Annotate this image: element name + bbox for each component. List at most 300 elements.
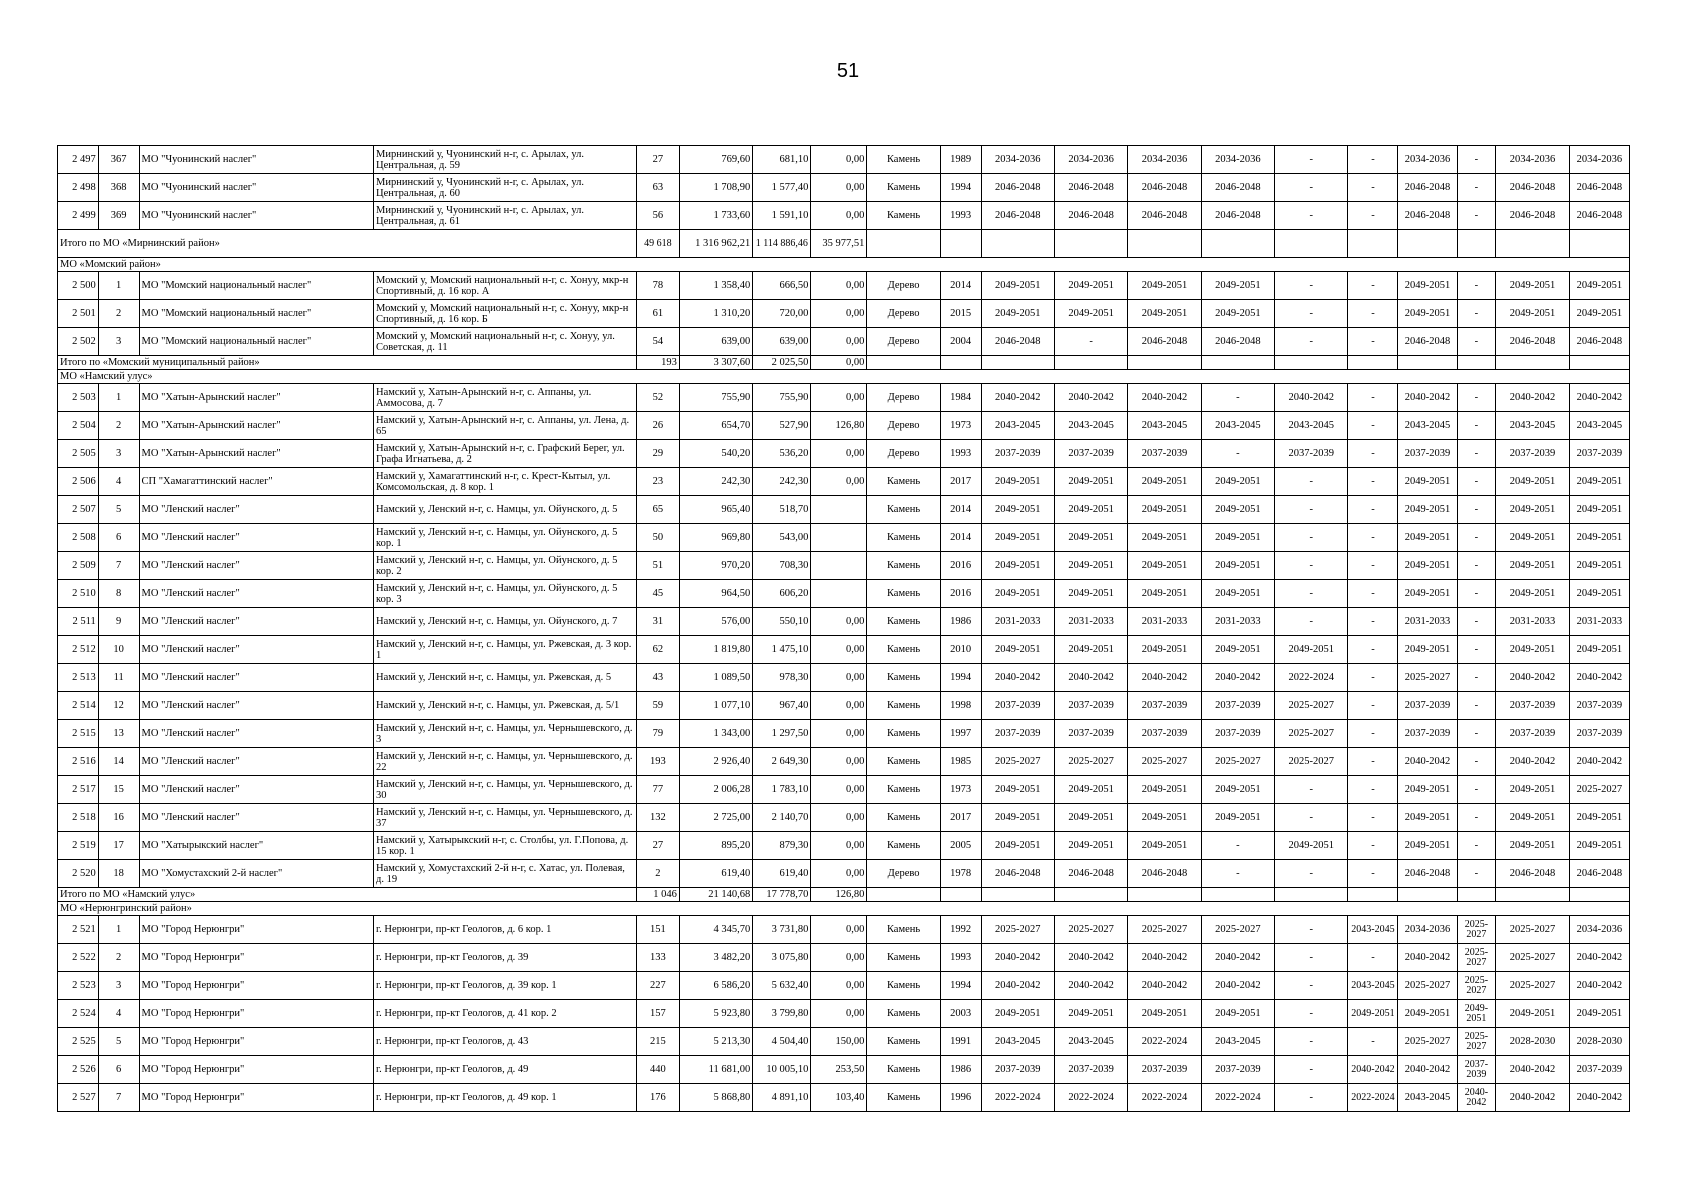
year-built-cell: 2017 <box>940 804 981 832</box>
table-row <box>58 944 1630 972</box>
repair-period-cell: 2049-2051 <box>981 776 1054 804</box>
repair-period-cell: 2034-2036 <box>981 146 1054 174</box>
residential-area-cell: 527,90 <box>753 412 811 440</box>
total-area-cell: 1 310,20 <box>679 300 752 328</box>
repair-period-cell: 2025-2027 <box>981 748 1054 776</box>
repair-period-cell: 2049-2051 <box>1569 496 1629 524</box>
repair-period-cell: - <box>1348 608 1398 636</box>
repair-period-cell: 2040-2042 <box>1496 1056 1569 1084</box>
total-row <box>58 356 1630 370</box>
residential-area-cell: 10 005,10 <box>753 1056 811 1084</box>
row-index: 367 <box>98 146 139 174</box>
repair-period-cell: 2049-2051 <box>1496 1000 1569 1028</box>
repair-period-cell: 2034-2036 <box>1054 146 1127 174</box>
total-nonresidential-sum: 0,00 <box>811 356 867 370</box>
repair-period-cell: - <box>1348 174 1398 202</box>
repair-period-cell: 2046-2048 <box>1569 174 1629 202</box>
address-cell: Намский у, Хатын-Арынский н-г, с. Графский Берег, ул. Графа Игнатьева, д. 2 <box>374 440 637 468</box>
total-area-cell: 619,40 <box>679 860 752 888</box>
repair-period-cell: 2049-2051 <box>1398 776 1457 804</box>
wall-material-cell: Камень <box>867 1084 940 1112</box>
repair-period-cell: 2031-2033 <box>1054 608 1127 636</box>
address-cell: Намский у, Хатырыкский н-г, с. Столбы, ул. Г.Попова, д. 15 кор. 1 <box>374 832 637 860</box>
repair-period-cell: - <box>1348 748 1398 776</box>
repair-period-cell: 2049-2051 <box>981 636 1054 664</box>
year-built-cell: 2014 <box>940 524 981 552</box>
repair-period-cell: 2022-2024 <box>1201 1084 1274 1112</box>
repair-period-cell: 2049-2051 <box>1128 552 1201 580</box>
residential-area-cell: 1 783,10 <box>753 776 811 804</box>
repair-period-cell: 2049-2051 <box>1496 300 1569 328</box>
row-number: 2 519 <box>58 832 99 860</box>
repair-period-cell: - <box>1457 720 1496 748</box>
repair-period-cell: - <box>1348 146 1398 174</box>
row-number: 2 516 <box>58 748 99 776</box>
repair-period-cell: 2037-2039 <box>1496 440 1569 468</box>
residents-cell: 77 <box>637 776 680 804</box>
wall-material-cell: Камень <box>867 580 940 608</box>
empty-cell <box>1348 230 1398 258</box>
total-area-cell: 1 077,10 <box>679 692 752 720</box>
repair-period-cell: 2043-2045 <box>1201 412 1274 440</box>
total-area-cell: 6 586,20 <box>679 972 752 1000</box>
table-row <box>58 916 1630 944</box>
repair-period-cell: 2049-2051 <box>1275 636 1348 664</box>
repair-period-cell: 2049-2051 <box>1398 468 1457 496</box>
address-cell: Намский у, Ленский н-г, с. Намцы, ул. Чернышевского, д. 3 <box>374 720 637 748</box>
address-cell: Намский у, Ленский н-г, с. Намцы, ул. Чернышевского, д. 30 <box>374 776 637 804</box>
residential-area-cell: 3 075,80 <box>753 944 811 972</box>
total-label: Итого по МО «Мирнинский район» <box>58 230 637 258</box>
repair-period-cell: 2037-2039 <box>1128 440 1201 468</box>
empty-cell <box>981 230 1054 258</box>
municipality-cell: МО "Ленский наслег" <box>139 552 373 580</box>
section-header-row <box>58 370 1630 384</box>
repair-period-cell: 2043-2045 <box>1569 412 1629 440</box>
repair-period-cell: 2049-2051 <box>1054 468 1127 496</box>
empty-cell <box>1457 230 1496 258</box>
address-cell: Намский у, Ленский н-г, с. Намцы, ул. Ойунского, д. 5 кор. 2 <box>374 552 637 580</box>
nonresidential-area-cell: 0,00 <box>811 174 867 202</box>
repair-period-cell: - <box>1457 524 1496 552</box>
year-built-cell: 1984 <box>940 384 981 412</box>
row-index: 5 <box>98 1028 139 1056</box>
empty-cell <box>1275 230 1348 258</box>
repair-period-cell: 2037-2039 <box>1569 720 1629 748</box>
repair-period-cell: 2037-2039 <box>1457 1056 1496 1084</box>
repair-period-cell: - <box>1201 860 1274 888</box>
total-area-cell: 5 868,80 <box>679 1084 752 1112</box>
section-header-row <box>58 258 1630 272</box>
repair-period-cell: 2049-2051 <box>1054 636 1127 664</box>
repair-period-cell: 2049-2051 <box>1398 552 1457 580</box>
address-cell: г. Нерюнгри, пр-кт Геологов, д. 39 кор. 1 <box>374 972 637 1000</box>
total-area-cell: 11 681,00 <box>679 1056 752 1084</box>
repair-period-cell: 2049-2051 <box>1201 496 1274 524</box>
address-cell: Намский у, Ленский н-г, с. Намцы, ул. Ржевская, д. 5 <box>374 664 637 692</box>
repair-period-cell: - <box>1348 468 1398 496</box>
table-row <box>58 468 1630 496</box>
repair-period-cell: 2025-2027 <box>1457 916 1496 944</box>
repair-period-cell: 2046-2048 <box>1201 328 1274 356</box>
repair-period-cell: 2034-2036 <box>1128 146 1201 174</box>
row-number: 2 508 <box>58 524 99 552</box>
repair-period-cell: 2046-2048 <box>1496 860 1569 888</box>
residential-area-cell: 2 140,70 <box>753 804 811 832</box>
table-row <box>58 1084 1630 1112</box>
repair-period-cell: 2037-2039 <box>1569 1056 1629 1084</box>
repair-period-cell: - <box>1275 1000 1348 1028</box>
repair-period-cell: - <box>1457 328 1496 356</box>
repair-period-cell: 2046-2048 <box>981 174 1054 202</box>
table-row <box>58 1056 1630 1084</box>
row-index: 368 <box>98 174 139 202</box>
row-index: 12 <box>98 692 139 720</box>
year-built-cell: 2014 <box>940 272 981 300</box>
wall-material-cell: Камень <box>867 720 940 748</box>
table-row <box>58 860 1630 888</box>
repair-period-cell: 2046-2048 <box>1496 202 1569 230</box>
row-index: 4 <box>98 1000 139 1028</box>
repair-period-cell: 2040-2042 <box>1054 664 1127 692</box>
repair-period-cell: 2034-2036 <box>1201 146 1274 174</box>
empty-cell <box>1201 230 1274 258</box>
total-area-cell: 964,50 <box>679 580 752 608</box>
wall-material-cell: Камень <box>867 1056 940 1084</box>
repair-period-cell: 2025-2027 <box>1128 916 1201 944</box>
repair-period-cell: - <box>1201 440 1274 468</box>
empty-cell <box>1398 230 1457 258</box>
repair-period-cell: 2049-2051 <box>1275 832 1348 860</box>
wall-material-cell: Камень <box>867 916 940 944</box>
empty-cell <box>1128 356 1201 370</box>
table-row <box>58 440 1630 468</box>
repair-period-cell: 2034-2036 <box>1569 916 1629 944</box>
table-row <box>58 832 1630 860</box>
repair-period-cell: 2046-2048 <box>1496 328 1569 356</box>
year-built-cell: 1973 <box>940 776 981 804</box>
row-number: 2 503 <box>58 384 99 412</box>
nonresidential-area-cell: 0,00 <box>811 748 867 776</box>
repair-period-cell: - <box>1348 580 1398 608</box>
repair-period-cell: 2049-2051 <box>1201 580 1274 608</box>
repair-period-cell: 2043-2045 <box>981 412 1054 440</box>
year-built-cell: 2003 <box>940 1000 981 1028</box>
row-number: 2 498 <box>58 174 99 202</box>
total-residential-sum: 17 778,70 <box>753 888 811 902</box>
address-cell: Момский у, Момский национальный н-г, с. Хонуу, мкр-н Спортивный, д. 16 кор. Б <box>374 300 637 328</box>
residents-cell: 61 <box>637 300 680 328</box>
residents-cell: 50 <box>637 524 680 552</box>
repair-period-cell: 2049-2051 <box>1496 636 1569 664</box>
residents-cell: 2 <box>637 860 680 888</box>
residents-cell: 151 <box>637 916 680 944</box>
row-number: 2 524 <box>58 1000 99 1028</box>
repair-period-cell: 2046-2048 <box>1398 174 1457 202</box>
wall-material-cell: Камень <box>867 608 940 636</box>
empty-cell <box>867 888 940 902</box>
repair-period-cell: 2046-2048 <box>1201 174 1274 202</box>
repair-period-cell: 2049-2051 <box>1569 832 1629 860</box>
repair-period-cell: 2049-2051 <box>1496 580 1569 608</box>
nonresidential-area-cell: 150,00 <box>811 1028 867 1056</box>
residents-cell: 176 <box>637 1084 680 1112</box>
year-built-cell: 1985 <box>940 748 981 776</box>
repair-period-cell: 2028-2030 <box>1569 1028 1629 1056</box>
municipality-cell: МО "Чуонинский наслег" <box>139 146 373 174</box>
total-area-cell: 1 733,60 <box>679 202 752 230</box>
repair-period-cell: 2049-2051 <box>1128 1000 1201 1028</box>
empty-cell <box>1201 356 1274 370</box>
repair-period-cell: - <box>1457 804 1496 832</box>
repair-period-cell: 2046-2048 <box>1398 328 1457 356</box>
municipality-cell: МО "Ленский наслег" <box>139 748 373 776</box>
total-row <box>58 230 1630 258</box>
nonresidential-area-cell: 0,00 <box>811 636 867 664</box>
address-cell: Намский у, Ленский н-г, с. Намцы, ул. Ржевская, д. 3 кор. 1 <box>374 636 637 664</box>
municipality-cell: МО "Момский национальный наслег" <box>139 272 373 300</box>
empty-cell <box>1348 888 1398 902</box>
repair-period-cell: 2046-2048 <box>1054 860 1127 888</box>
empty-cell <box>1569 888 1629 902</box>
residents-cell: 51 <box>637 552 680 580</box>
address-cell: г. Нерюнгри, пр-кт Геологов, д. 41 кор. 2 <box>374 1000 637 1028</box>
residents-cell: 62 <box>637 636 680 664</box>
repair-period-cell: 2049-2051 <box>1398 524 1457 552</box>
repair-period-cell: - <box>1457 272 1496 300</box>
row-index: 11 <box>98 664 139 692</box>
repair-period-cell: - <box>1275 300 1348 328</box>
empty-cell <box>1496 888 1569 902</box>
nonresidential-area-cell: 0,00 <box>811 664 867 692</box>
empty-cell <box>867 230 940 258</box>
nonresidential-area-cell <box>811 552 867 580</box>
residential-area-cell: 518,70 <box>753 496 811 524</box>
repair-period-cell: 2037-2039 <box>1398 692 1457 720</box>
empty-cell <box>1457 888 1496 902</box>
total-nonresidential-sum: 35 977,51 <box>811 230 867 258</box>
repair-period-cell: 2049-2051 <box>1496 496 1569 524</box>
residential-area-cell: 619,40 <box>753 860 811 888</box>
total-area-cell: 1 358,40 <box>679 272 752 300</box>
repair-period-cell: 2022-2024 <box>1275 664 1348 692</box>
table-row <box>58 412 1630 440</box>
residential-area-cell: 5 632,40 <box>753 972 811 1000</box>
repair-period-cell: 2046-2048 <box>981 860 1054 888</box>
repair-period-cell: 2037-2039 <box>981 720 1054 748</box>
wall-material-cell: Камень <box>867 496 940 524</box>
repair-period-cell: 2043-2045 <box>1275 412 1348 440</box>
total-area-cell: 2 725,00 <box>679 804 752 832</box>
repair-period-cell: 2040-2042 <box>1398 1056 1457 1084</box>
residents-cell: 132 <box>637 804 680 832</box>
empty-cell <box>867 356 940 370</box>
repair-period-cell: - <box>1275 776 1348 804</box>
empty-cell <box>940 356 981 370</box>
repair-period-cell: - <box>1348 1028 1398 1056</box>
row-index: 16 <box>98 804 139 832</box>
repair-period-cell: 2040-2042 <box>1398 384 1457 412</box>
repair-period-cell: - <box>1348 202 1398 230</box>
repair-period-cell: 2046-2048 <box>1398 860 1457 888</box>
nonresidential-area-cell: 0,00 <box>811 972 867 1000</box>
table-row <box>58 272 1630 300</box>
repair-period-cell: 2022-2024 <box>1054 1084 1127 1112</box>
repair-period-cell: 2037-2039 <box>1054 692 1127 720</box>
repair-period-cell: - <box>1348 524 1398 552</box>
repair-period-cell: 2040-2042 <box>981 972 1054 1000</box>
repair-period-cell: 2049-2051 <box>1128 636 1201 664</box>
repair-period-cell: 2049-2051 <box>981 1000 1054 1028</box>
municipality-cell: МО "Ленский наслег" <box>139 636 373 664</box>
empty-cell <box>1275 888 1348 902</box>
year-built-cell: 1986 <box>940 1056 981 1084</box>
residential-area-cell: 4 504,40 <box>753 1028 811 1056</box>
table-row <box>58 636 1630 664</box>
repair-period-cell: 2049-2051 <box>1569 468 1629 496</box>
repair-period-cell: 2025-2027 <box>1201 748 1274 776</box>
residents-cell: 43 <box>637 664 680 692</box>
repair-period-cell: 2046-2048 <box>1569 202 1629 230</box>
repair-period-cell: 2040-2042 <box>1054 384 1127 412</box>
repair-period-cell: - <box>1275 272 1348 300</box>
total-area-cell: 654,70 <box>679 412 752 440</box>
repair-period-cell: - <box>1348 328 1398 356</box>
repair-period-cell: 2034-2036 <box>1398 916 1457 944</box>
row-index: 2 <box>98 944 139 972</box>
table-row <box>58 580 1630 608</box>
repair-period-cell: 2049-2051 <box>1201 300 1274 328</box>
empty-cell <box>1054 888 1127 902</box>
repair-period-cell: 2037-2039 <box>1569 692 1629 720</box>
address-cell: Намский у, Хомустахский 2-й н-г, с. Хатас, ул. Полевая, д. 19 <box>374 860 637 888</box>
repair-period-cell: 2046-2048 <box>1128 202 1201 230</box>
year-built-cell: 1989 <box>940 146 981 174</box>
repair-period-cell: 2049-2051 <box>1496 832 1569 860</box>
table-row <box>58 664 1630 692</box>
residential-area-cell: 1 591,10 <box>753 202 811 230</box>
row-number: 2 527 <box>58 1084 99 1112</box>
repair-period-cell: 2043-2045 <box>1054 412 1127 440</box>
repair-period-cell: 2049-2051 <box>1054 804 1127 832</box>
repair-period-cell: 2049-2051 <box>981 524 1054 552</box>
municipality-cell: МО "Ленский наслег" <box>139 692 373 720</box>
repair-period-cell: 2040-2042 <box>1128 944 1201 972</box>
repair-period-cell: - <box>1457 832 1496 860</box>
municipality-cell: МО "Момский национальный наслег" <box>139 328 373 356</box>
repair-period-cell: 2049-2051 <box>1128 804 1201 832</box>
repair-period-cell: - <box>1457 146 1496 174</box>
row-index: 3 <box>98 440 139 468</box>
row-number: 2 512 <box>58 636 99 664</box>
repair-period-cell: - <box>1457 468 1496 496</box>
repair-period-cell: 2037-2039 <box>1201 1056 1274 1084</box>
repair-period-cell: 2046-2048 <box>1569 860 1629 888</box>
repair-period-cell: 2046-2048 <box>981 202 1054 230</box>
total-residents: 49 618 <box>637 230 680 258</box>
table-row <box>58 146 1630 174</box>
residential-area-cell: 2 649,30 <box>753 748 811 776</box>
address-cell: г. Нерюнгри, пр-кт Геологов, д. 43 <box>374 1028 637 1056</box>
empty-cell <box>1398 356 1457 370</box>
repair-period-cell: 2025-2027 <box>1054 748 1127 776</box>
total-area-cell: 242,30 <box>679 468 752 496</box>
repair-period-cell: 2049-2051 <box>1398 580 1457 608</box>
repair-period-cell: 2049-2051 <box>1201 636 1274 664</box>
repair-period-cell: 2031-2033 <box>1201 608 1274 636</box>
repair-period-cell: 2025-2027 <box>1398 1028 1457 1056</box>
repair-period-cell: 2037-2039 <box>981 1056 1054 1084</box>
row-index: 10 <box>98 636 139 664</box>
repair-period-cell: 2022-2024 <box>981 1084 1054 1112</box>
wall-material-cell: Камень <box>867 776 940 804</box>
row-index: 7 <box>98 552 139 580</box>
municipality-cell: МО "Хатын-Арынский наслег" <box>139 384 373 412</box>
row-number: 2 518 <box>58 804 99 832</box>
nonresidential-area-cell: 0,00 <box>811 440 867 468</box>
repair-period-cell: 2022-2024 <box>1128 1028 1201 1056</box>
repair-period-cell: 2037-2039 <box>1128 720 1201 748</box>
repair-period-cell: 2025-2027 <box>1496 916 1569 944</box>
municipality-cell: МО "Ленский наслег" <box>139 804 373 832</box>
repair-period-cell: 2049-2051 <box>1398 832 1457 860</box>
municipality-cell: МО "Город Нерюнгри" <box>139 1084 373 1112</box>
repair-period-cell: - <box>1348 944 1398 972</box>
repair-period-cell: 2034-2036 <box>1569 146 1629 174</box>
repair-period-cell: - <box>1348 860 1398 888</box>
repair-period-cell: - <box>1457 748 1496 776</box>
row-index: 13 <box>98 720 139 748</box>
table-row <box>58 720 1630 748</box>
repair-period-cell: 2025-2027 <box>1275 692 1348 720</box>
municipality-cell: МО "Город Нерюнгри" <box>139 1028 373 1056</box>
repair-period-cell: 2043-2045 <box>1201 1028 1274 1056</box>
row-number: 2 513 <box>58 664 99 692</box>
residential-area-cell: 3 799,80 <box>753 1000 811 1028</box>
repair-period-cell: 2049-2051 <box>981 804 1054 832</box>
table-row <box>58 776 1630 804</box>
total-label: Итого по МО «Намский улус» <box>58 888 637 902</box>
residents-cell: 215 <box>637 1028 680 1056</box>
row-number: 2 510 <box>58 580 99 608</box>
repair-period-cell: 2049-2051 <box>981 272 1054 300</box>
nonresidential-area-cell: 0,00 <box>811 328 867 356</box>
municipality-cell: МО "Город Нерюнгри" <box>139 972 373 1000</box>
repair-period-cell: 2040-2042 <box>1128 972 1201 1000</box>
address-cell: Намский у, Хатын-Арынский н-г, с. Аппаны, ул. Лена, д. 65 <box>374 412 637 440</box>
section-header: МО «Момский район» <box>58 258 1630 272</box>
repair-period-cell: - <box>1348 552 1398 580</box>
total-area-cell: 540,20 <box>679 440 752 468</box>
table-row <box>58 972 1630 1000</box>
residential-area-cell: 1 297,50 <box>753 720 811 748</box>
row-index: 8 <box>98 580 139 608</box>
repair-period-cell: 2022-2024 <box>1348 1084 1398 1112</box>
repair-period-cell: 2049-2051 <box>1201 804 1274 832</box>
repair-period-cell: - <box>1457 580 1496 608</box>
total-area-cell: 2 926,40 <box>679 748 752 776</box>
repair-period-cell: - <box>1457 664 1496 692</box>
residential-area-cell: 666,50 <box>753 272 811 300</box>
repair-period-cell: 2049-2051 <box>1128 776 1201 804</box>
row-index: 6 <box>98 524 139 552</box>
row-index: 369 <box>98 202 139 230</box>
nonresidential-area-cell: 0,00 <box>811 776 867 804</box>
repair-period-cell: 2040-2042 <box>981 384 1054 412</box>
residential-area-cell: 4 891,10 <box>753 1084 811 1112</box>
nonresidential-area-cell: 0,00 <box>811 860 867 888</box>
repair-period-cell: 2049-2051 <box>1457 1000 1496 1028</box>
